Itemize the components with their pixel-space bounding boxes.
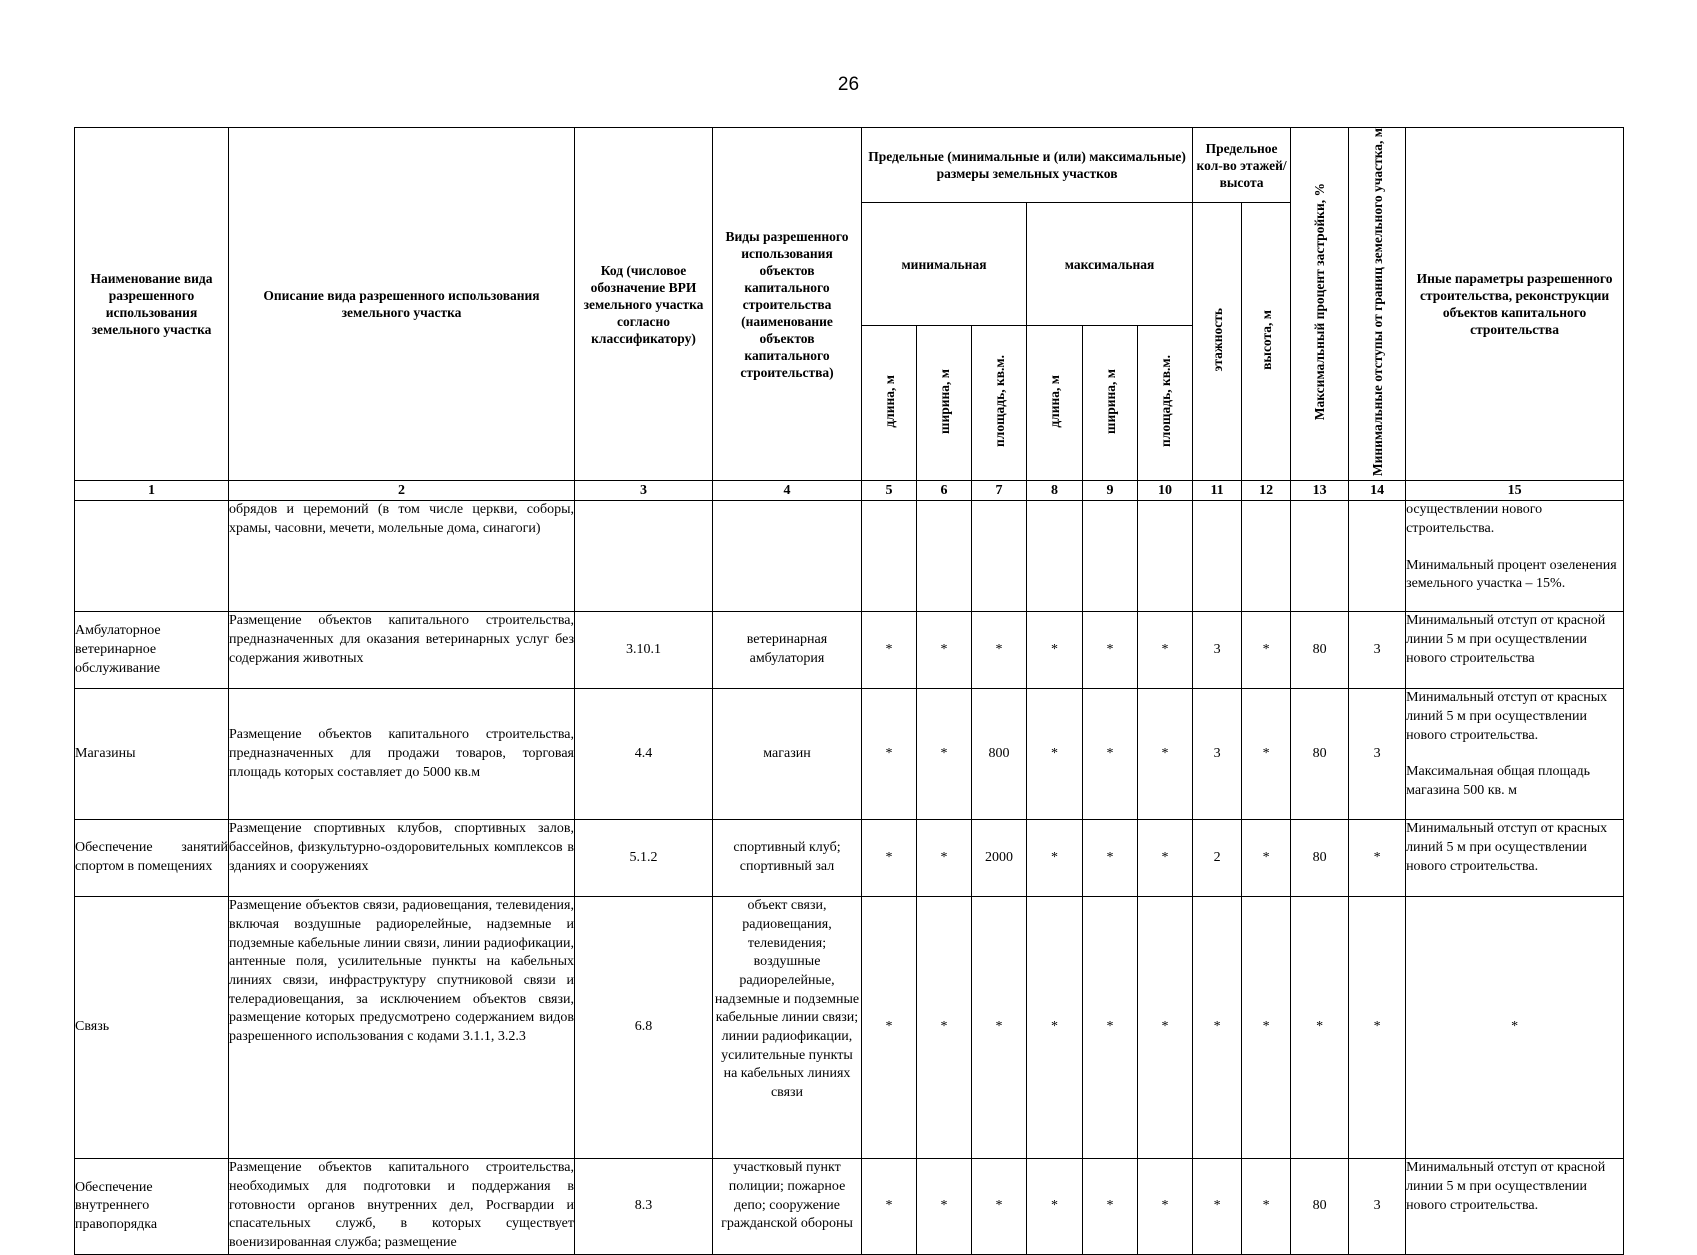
cell-objects: спортивный клуб; спортивный зал — [713, 820, 862, 897]
cell-min-width: * — [917, 1159, 972, 1255]
cell-floors — [1193, 501, 1242, 612]
cell-min-setback: * — [1349, 820, 1406, 897]
cell-height: * — [1242, 1159, 1291, 1255]
cell-other-params: Минимальный отступ от красной линии 5 м при осуществлении нового строительства — [1406, 612, 1624, 689]
cell-code: 4.4 — [575, 689, 713, 820]
cell-objects: магазин — [713, 689, 862, 820]
cell-min-setback: 3 — [1349, 1159, 1406, 1255]
cell-height — [1242, 501, 1291, 612]
page-number: 26 — [837, 74, 860, 95]
cell-min-length: * — [862, 897, 917, 1159]
cell-description: Размещение объектов капитального строительства, предназначенных для оказания ветеринарных услуг без содержания животных — [229, 612, 575, 689]
column-number: 3 — [575, 481, 713, 501]
column-number: 9 — [1083, 481, 1138, 501]
cell-min-width — [917, 501, 972, 612]
cell-height: * — [1242, 897, 1291, 1159]
header-min-setback: Минимальные отступы от границ земельного участка, м — [1369, 128, 1385, 477]
table-row — [75, 612, 1624, 689]
column-number: 6 — [917, 481, 972, 501]
cell-description: Размещение объектов капитального строительства, предназначенных для продажи товаров, торговая площадь которых составляет до 5000 кв.м — [229, 689, 575, 820]
table-body — [75, 501, 1624, 1255]
cell-height: * — [1242, 612, 1291, 689]
cell-min-area: * — [972, 897, 1027, 1159]
zoning-regulations-table — [74, 127, 1624, 1255]
table-row — [75, 1159, 1624, 1255]
column-number: 1 — [75, 481, 229, 501]
header-description: Описание вида разрешенного использования земельного участка — [229, 128, 575, 481]
column-number: 14 — [1349, 481, 1406, 501]
cell-max-area: * — [1138, 612, 1193, 689]
cell-min-length: * — [862, 820, 917, 897]
cell-other-params: Минимальный отступ от красной линии 5 м при осуществлении нового строительства. — [1406, 1159, 1624, 1255]
cell-min-length: * — [862, 1159, 917, 1255]
other-params-text: Минимальный отступ от красных линий 5 м при осуществлении нового строительства. — [1406, 690, 1608, 743]
cell-name: Обеспечение внутреннего правопорядка — [75, 1159, 229, 1255]
cell-floors: 3 — [1193, 689, 1242, 820]
cell-min-area — [972, 501, 1027, 612]
header-max-percent: Максимальный процент застройки, % — [1312, 183, 1328, 421]
column-number: 2 — [229, 481, 575, 501]
cell-max-width: * — [1083, 612, 1138, 689]
cell-min-width: * — [917, 897, 972, 1159]
cell-other-params: Минимальный отступ от красных линий 5 м при осуществлении нового строительства. — [1406, 820, 1624, 897]
cell-floors: 3 — [1193, 612, 1242, 689]
cell-max-width: * — [1083, 689, 1138, 820]
cell-code: 5.1.2 — [575, 820, 713, 897]
cell-name: Магазины — [75, 689, 229, 820]
cell-code: 6.8 — [575, 897, 713, 1159]
cell-code — [575, 501, 713, 612]
cell-max-width: * — [1083, 897, 1138, 1159]
cell-max-percent: 80 — [1291, 1159, 1349, 1255]
header-min-width: ширина, м — [936, 368, 952, 434]
header-other-params: Иные параметры разрешенного строительства, реконструкции объектов капитального строительства — [1406, 128, 1624, 481]
cell-min-setback: 3 — [1349, 689, 1406, 820]
cell-max-percent — [1291, 501, 1349, 612]
header-max-length: длина, м — [1047, 374, 1062, 428]
cell-min-area: * — [972, 1159, 1027, 1255]
cell-min-setback: * — [1349, 897, 1406, 1159]
column-number: 11 — [1193, 481, 1242, 501]
other-params-text: Максимальная общая площадь магазина 500 кв. м — [1406, 764, 1591, 798]
cell-max-width: * — [1083, 820, 1138, 897]
cell-min-length — [862, 501, 917, 612]
header-max-area: площадь, кв.м. — [1157, 355, 1173, 448]
cell-objects: участковый пункт полиции; пожарное депо; сооружение гражданской обороны — [713, 1159, 862, 1255]
header-height: высота, м — [1258, 309, 1274, 370]
cell-max-width — [1083, 501, 1138, 612]
cell-floors: 2 — [1193, 820, 1242, 897]
cell-max-length: * — [1027, 689, 1083, 820]
cell-name: Амбулаторное ветеринарное обслуживание — [75, 612, 229, 689]
cell-max-percent: 80 — [1291, 689, 1349, 820]
header-code: Код (числовое обозначение ВРИ земельного участка согласно классификатору) — [575, 128, 713, 481]
other-params-text: осуществлении нового строительства. — [1406, 502, 1543, 536]
cell-description: Размещение спортивных клубов, спортивных залов, бассейнов, физкультурно-оздоровительных комплексов в зданиях и сооружениях — [229, 820, 575, 897]
cell-description: Размещение объектов капитального строительства, необходимых для подготовки и поддержания в готовности органов внутренних дел, Росгвардии и спасательных служб, в которых существует военизированная служба; размещение — [229, 1159, 575, 1255]
cell-description: Размещение объектов связи, радиовещания, телевидения, включая воздушные радиорелейные, надземные и подземные кабельные линии связи, линии радиофикации, антенные поля, усилительные пункты на кабельных линиях связи, инфраструктуру спутниковой связи и телерадиовещания, за исключением объектов связи, размещение которых предусмотрено содержанием видов разрешенного использования с кодами 3.1.1, 3.2.3 — [229, 897, 575, 1159]
cell-max-length: * — [1027, 1159, 1083, 1255]
cell-max-length: * — [1027, 897, 1083, 1159]
cell-max-percent: * — [1291, 897, 1349, 1159]
cell-other-params — [1406, 689, 1624, 820]
column-number: 12 — [1242, 481, 1291, 501]
cell-min-length: * — [862, 612, 917, 689]
cell-max-area: * — [1138, 897, 1193, 1159]
other-params-text: Минимальный процент озеленения земельного участка – 15%. — [1406, 557, 1617, 592]
cell-objects: ветеринарная амбулатория — [713, 612, 862, 689]
table-row — [75, 820, 1624, 897]
cell-code: 8.3 — [575, 1159, 713, 1255]
cell-floors: * — [1193, 897, 1242, 1159]
cell-min-setback: 3 — [1349, 612, 1406, 689]
cell-max-width: * — [1083, 1159, 1138, 1255]
cell-height: * — [1242, 689, 1291, 820]
cell-name: Обеспечение занятий спортом в помещениях — [75, 820, 229, 897]
column-number: 5 — [862, 481, 917, 501]
column-number: 10 — [1138, 481, 1193, 501]
cell-min-area: * — [972, 612, 1027, 689]
cell-max-percent: 80 — [1291, 820, 1349, 897]
cell-floors: * — [1193, 1159, 1242, 1255]
cell-max-area: * — [1138, 820, 1193, 897]
cell-max-percent: 80 — [1291, 612, 1349, 689]
table-row — [75, 897, 1624, 1159]
column-number: 13 — [1291, 481, 1349, 501]
cell-code: 3.10.1 — [575, 612, 713, 689]
table-row — [75, 501, 1624, 612]
column-number: 8 — [1027, 481, 1083, 501]
header-max: максимальная — [1027, 203, 1193, 326]
cell-max-area — [1138, 501, 1193, 612]
cell-min-width: * — [917, 612, 972, 689]
header-floors: этажность — [1209, 307, 1225, 372]
header-objects: Виды разрешенного использования объектов капитального строительства (наименование объектов капитального строительства) — [713, 128, 862, 481]
cell-name: Связь — [75, 897, 229, 1159]
column-number: 15 — [1406, 481, 1624, 501]
column-numbers-row — [75, 481, 1624, 501]
header-plot-sizes: Предельные (минимальные и (или) максимальные) размеры земельных участков — [862, 128, 1193, 203]
cell-max-length: * — [1027, 612, 1083, 689]
cell-min-area: 2000 — [972, 820, 1027, 897]
header-floors-height: Предельное кол-во этажей/ высота — [1193, 128, 1291, 203]
header-min: минимальная — [862, 203, 1027, 326]
table-header — [75, 128, 1624, 501]
cell-other-params — [1406, 501, 1624, 612]
cell-objects: объект связи, радиовещания, телевидения; воздушные радиорелейные, надземные и подземные кабельные линии связи; линии радиофикации, усилительные пункты на кабельных линиях связи — [713, 897, 862, 1159]
cell-min-width: * — [917, 820, 972, 897]
cell-min-area: 800 — [972, 689, 1027, 820]
cell-description: обрядов и церемоний (в том числе церкви, соборы, храмы, часовни, мечети, молельные дома, синагоги) — [229, 501, 575, 612]
header-name: Наименование вида разрешенного использования земельного участка — [75, 128, 229, 481]
cell-height: * — [1242, 820, 1291, 897]
cell-max-length — [1027, 501, 1083, 612]
cell-objects — [713, 501, 862, 612]
column-number: 7 — [972, 481, 1027, 501]
cell-min-width: * — [917, 689, 972, 820]
column-number: 4 — [713, 481, 862, 501]
table-row — [75, 689, 1624, 820]
cell-name — [75, 501, 229, 612]
header-min-area: площадь, кв.м. — [991, 355, 1007, 448]
header-min-length: длина, м — [881, 374, 897, 428]
cell-max-area: * — [1138, 689, 1193, 820]
cell-max-length: * — [1027, 820, 1083, 897]
cell-min-length: * — [862, 689, 917, 820]
header-max-width: ширина, м — [1102, 368, 1118, 434]
cell-max-area: * — [1138, 1159, 1193, 1255]
cell-min-setback — [1349, 501, 1406, 612]
cell-other-params: * — [1406, 897, 1624, 1159]
